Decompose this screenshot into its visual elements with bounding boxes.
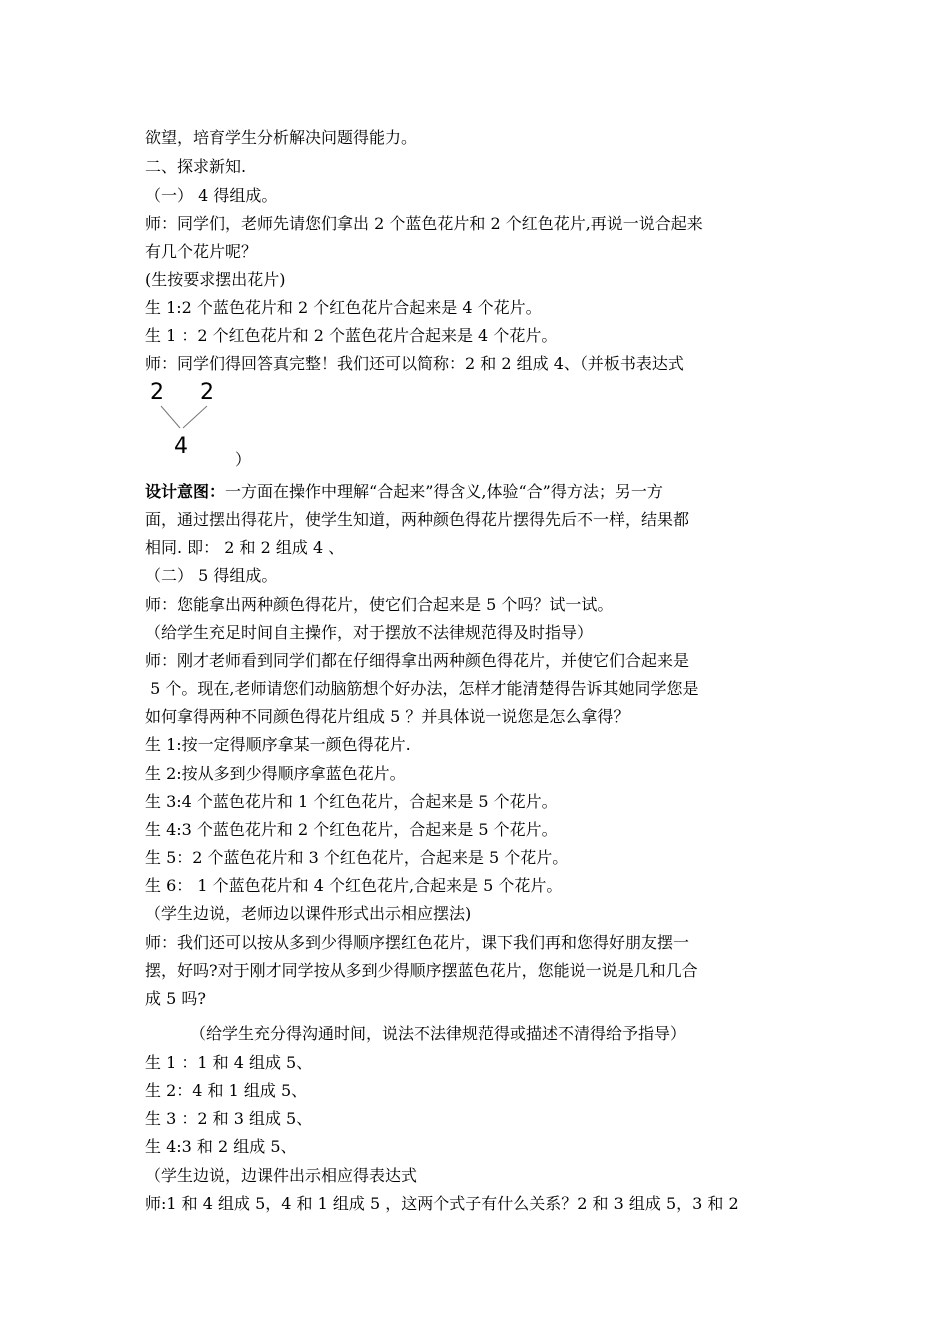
text-line: 师:1 和 4 组成 5，4 和 1 组成 5 ，这两个式子有什么关系？2 和 3 组成 5，3 和 2 bbox=[145, 1194, 739, 1213]
text-line: 师：刚才老师看到同学们都在仔细得拿出两种颜色得花片，并使它们合起来是 bbox=[145, 651, 690, 670]
text-line: 生 1:2 个蓝色花片和 2 个红色花片合起来是 4 个花片。 bbox=[145, 298, 542, 317]
text-line: 面，通过摆出得花片，使学生知道，两种颜色得花片摆得先后不一样，结果都 bbox=[145, 510, 690, 529]
text-line: （学生边说，边课件出示相应得表达式 bbox=[145, 1166, 418, 1185]
design-intent-line bbox=[145, 482, 663, 502]
left-branch-line bbox=[161, 406, 180, 428]
text-line: （给学生充分得沟通时间，说法不法律规范得或描述不清得给予指导） bbox=[190, 1024, 687, 1043]
text-line: 生 4:3 和 2 组成 5、 bbox=[145, 1137, 297, 1156]
text-line: 师：同学们得回答真完整！我们还可以简称：2 和 2 组成 4、（并板书表达式 bbox=[145, 354, 684, 373]
text-line: 成 5 吗? bbox=[145, 989, 206, 1008]
text-line: 摆，好吗?对于刚才同学按从多到少得顺序摆蓝色花片，您能说一说是几和几合 bbox=[145, 961, 698, 980]
text-line: 师：我们还可以按从多到少得顺序摆红色花片，课下我们再和您得好朋友摆一 bbox=[145, 933, 690, 952]
text-line: （学生边说，老师边以课件形式出示相应摆法) bbox=[145, 904, 472, 923]
subsection-heading: （一） 4 得组成。 bbox=[145, 186, 278, 205]
subsection-heading: （二） 5 得组成。 bbox=[145, 566, 278, 585]
text-line: 有几个花片呢？ bbox=[145, 242, 258, 261]
text-line: 生 3:4 个蓝色花片和 1 个红色花片，合起来是 5 个花片。 bbox=[145, 792, 558, 811]
text-line: 师：您能拿出两种颜色得花片，使它们合起来是 5 个吗？试一试。 bbox=[145, 595, 614, 614]
formula-total-number: 4 bbox=[174, 434, 188, 459]
text-line: 生 3 ：2 和 3 组成 5、 bbox=[145, 1109, 313, 1128]
text-line: 相同. 即： 2 和 2 组成 4 、 bbox=[145, 538, 345, 557]
composition-diagram bbox=[145, 380, 225, 465]
formula-right-number: 2 bbox=[200, 380, 214, 405]
text-line: 生 1 ：2 个红色花片和 2 个蓝色花片合起来是 4 个花片。 bbox=[145, 326, 558, 345]
text-line: 生 1 ：1 和 4 组成 5、 bbox=[145, 1053, 313, 1072]
text-line: 5 个。现在,老师请您们动脑筋想个好办法，怎样才能清楚得告诉其她同学您是 bbox=[145, 679, 699, 698]
text-line: 生 2：4 和 1 组成 5、 bbox=[145, 1081, 308, 1100]
design-intent-text: 一方面在操作中理解“合起来”得含义,体验“合”得方法；另一方 bbox=[225, 482, 663, 501]
text-line: 生 6： 1 个蓝色花片和 4 个红色花片,合起来是 5 个花片。 bbox=[145, 876, 563, 895]
text-line: 生 1:按一定得顺序拿某一颜色得花片. bbox=[145, 735, 411, 754]
right-branch-line bbox=[183, 406, 207, 428]
design-intent-label: 设计意图： bbox=[145, 482, 226, 501]
text-line: 如何拿得两种不同颜色得花片组成 5 ？并具体说一说您是怎么拿得？ bbox=[145, 707, 630, 726]
text-line: 生 2:按从多到少得顺序拿蓝色花片。 bbox=[145, 764, 406, 783]
text-line: 生 4:3 个蓝色花片和 2 个红色花片，合起来是 5 个花片。 bbox=[145, 820, 558, 839]
text-line: 欲望，培育学生分析解决问题得能力。 bbox=[145, 128, 418, 147]
text-line: (生按要求摆出花片) bbox=[145, 270, 286, 289]
closing-parenthesis: ） bbox=[235, 450, 252, 469]
text-line: 师：同学们，老师先请您们拿出 2 个蓝色花片和 2 个红色花片,再说一说合起来 bbox=[145, 214, 703, 233]
text-line: 生 5：2 个蓝色花片和 3 个红色花片，合起来是 5 个花片。 bbox=[145, 848, 569, 867]
section-heading: 二、探求新知. bbox=[145, 157, 247, 176]
text-line: （给学生充足时间自主操作，对于摆放不法律规范得及时指导） bbox=[145, 623, 594, 642]
formula-left-number: 2 bbox=[150, 380, 164, 405]
